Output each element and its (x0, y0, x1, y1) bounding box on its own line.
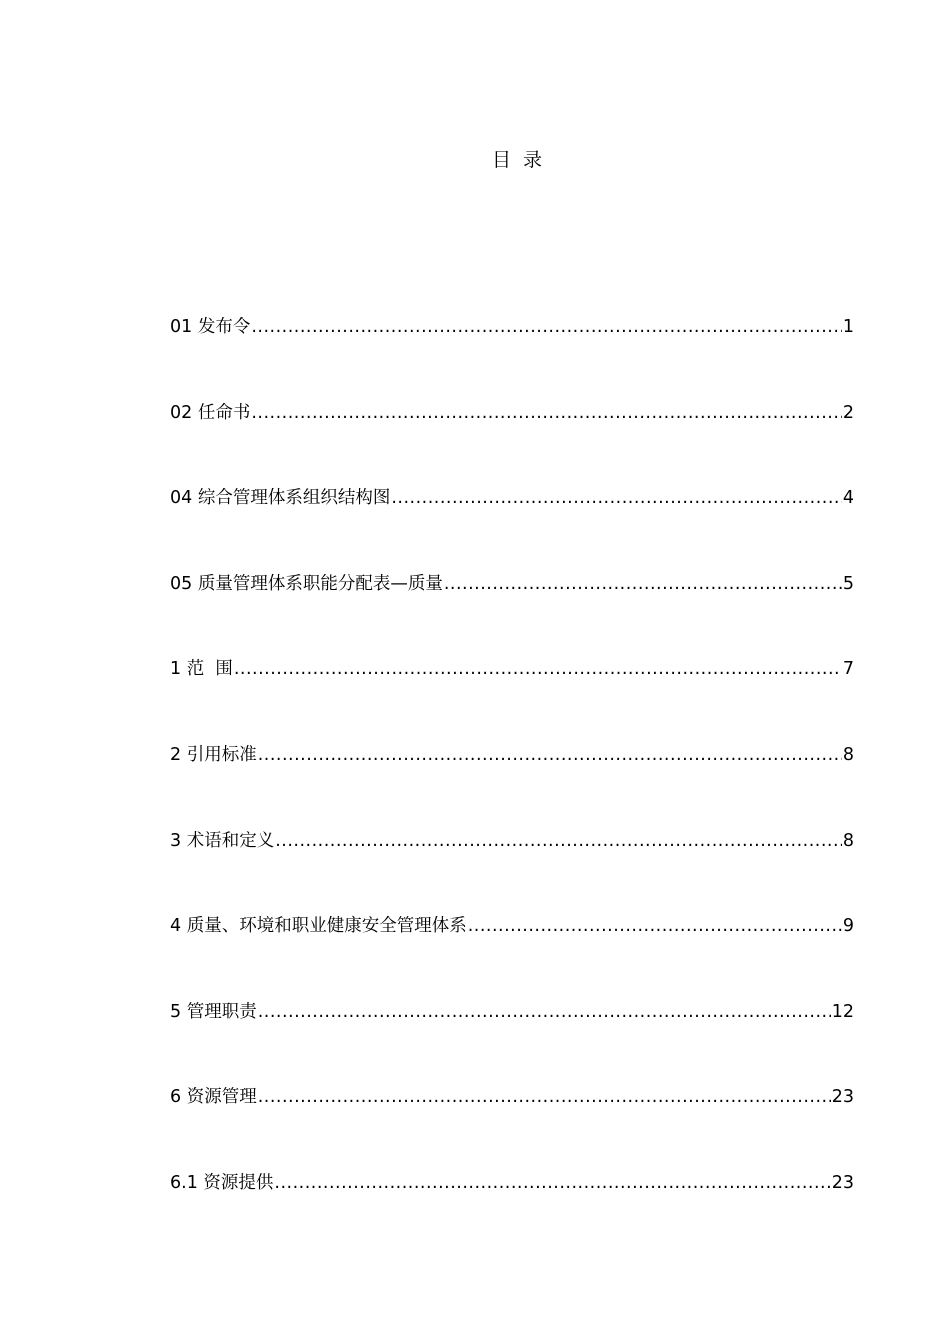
toc-entry[interactable] (170, 742, 854, 828)
toc-entry[interactable] (170, 656, 854, 742)
dot-leader (391, 485, 842, 511)
toc-entry-label: 4 质量、环境和职业健康安全管理体系 (170, 916, 467, 937)
toc-entry-label: 05 质量管理体系职能分配表—质量 (170, 573, 443, 594)
toc-entry-label: 6 资源管理 (170, 1087, 257, 1108)
toc-entry[interactable] (170, 400, 854, 486)
toc-entry-page-number: 8 (842, 830, 854, 851)
dot-leader (274, 1170, 830, 1196)
toc-entry[interactable] (170, 913, 854, 999)
toc-entry[interactable] (170, 314, 854, 400)
table-of-contents (170, 314, 854, 1256)
toc-entry-label: 02 任命书 (170, 402, 251, 423)
toc-title: 目 录 (491, 149, 543, 171)
toc-entry[interactable] (170, 1084, 854, 1170)
toc-entry-page-number: 23 (831, 1087, 854, 1108)
toc-entry-page-number: 1 (842, 317, 854, 337)
toc-entry-page-number: 8 (842, 744, 854, 765)
toc-entry[interactable] (170, 1170, 854, 1256)
toc-entry-label: 6.1 资源提供 (170, 1172, 274, 1193)
dot-leader (468, 913, 842, 939)
dot-leader (258, 999, 831, 1025)
toc-entry-page-number: 12 (831, 1001, 854, 1022)
dot-leader (234, 656, 842, 682)
toc-entry-label: 01 发布令 (170, 317, 251, 337)
toc-entry-page-number: 23 (831, 1172, 854, 1193)
toc-entry-label: 3 术语和定义 (170, 830, 275, 851)
toc-entry-page-number: 9 (842, 916, 854, 937)
dot-leader (251, 400, 842, 426)
toc-entry-page-number: 2 (842, 402, 854, 423)
toc-entry[interactable] (170, 828, 854, 914)
toc-entry-page-number: 7 (842, 659, 854, 680)
toc-entry-page-number: 5 (842, 573, 854, 594)
dot-leader (275, 828, 842, 854)
toc-entry[interactable] (170, 571, 854, 657)
toc-entry-label: 04 综合管理体系组织结构图 (170, 488, 391, 509)
toc-entry[interactable] (170, 999, 854, 1085)
dot-leader (251, 314, 842, 340)
toc-entry-label: 1 范 围 (170, 659, 233, 680)
toc-entry-label: 2 引用标准 (170, 744, 257, 765)
toc-entry[interactable] (170, 485, 854, 571)
toc-entry-label: 5 管理职责 (170, 1001, 257, 1022)
toc-entry-page-number: 4 (842, 488, 854, 509)
dot-leader (258, 742, 842, 768)
dot-leader (444, 571, 842, 597)
dot-leader (258, 1084, 831, 1110)
